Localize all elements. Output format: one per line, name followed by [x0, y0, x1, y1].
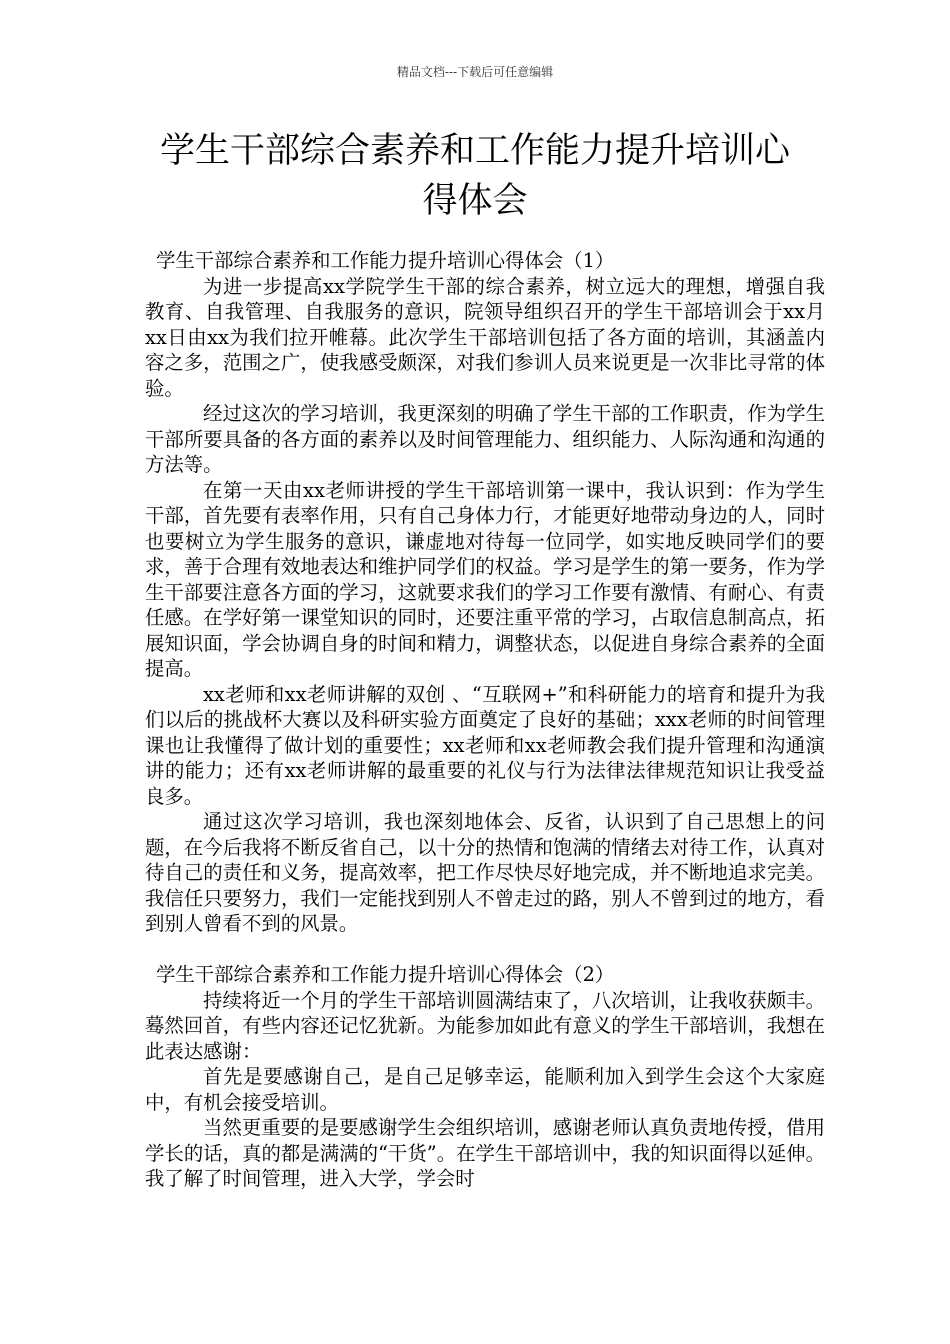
paragraph: 首先是要感谢自己，是自己足够幸运，能顺利加入到学生会这个大家庭中，有机会接受培训。 — [145, 1065, 825, 1114]
document-title — [140, 126, 810, 226]
section-heading-2: 学生干部综合素养和工作能力提升培训心得体会（2） — [156, 963, 615, 986]
header-note: 精品文档---下载后可任意编辑 — [396, 65, 554, 79]
section-heading-1: 学生干部综合素养和工作能力提升培训心得体会（1） — [156, 249, 615, 272]
paragraph: 通过这次学习培训，我也深刻地体会、反省，认识到了自己思想上的问题，在今后我将不断反省自己，以十分的热情和饱满的情绪去对待工作，认真对待自己的责任和义务，提高效率，把工作尽快尽好地完成，并不断地追求完美。我信任只要努力，我们一定能找到别人不曾走过的路，别人不曾到过的地方，看到别人曾看不到的风景。 — [145, 810, 825, 935]
paragraph: 为进一步提高xx学院学生干部的综合素养，树立远大的理想，增强自我教育、自我管理、自我服务的意识，院领导组织召开的学生干部培训会于xx月xx日由xx为我们拉开帷幕。此次学生干部培训包括了各方面的培训，其涵盖内容之多，范围之广，使我感受颇深，对我们参训人员来说更是一次非比寻常的体验。 — [145, 274, 825, 400]
paragraph: 在第一天由xx老师讲授的学生干部培训第一课中，我认识到：作为学生干部，首先要有表率作用，只有自己身体力行，才能更好地带动身边的人，同时也要树立为学生服务的意识，谦虚地对待每一位同学，如实地反映同学们的要求，善于合理有效地表达和维护同学们的权益。学习是学生的第一要务，作为学生干部要注意各方面的学习，这就要求我们的学习工作要有激情、有耐心、有责任感。在学好第一课堂知识的同时，还要注重平常的学习，占取信息制高点，拓展知识面，学会协调自身的时间和精力，调整状态，以促进自身综合素养的全面提高。 — [145, 478, 825, 680]
paragraph: 经过这次的学习培训，我更深刻的明确了学生干部的工作职责，作为学生干部所要具备的各方面的素养以及时间管理能力、组织能力、人际沟通和沟通的方法等。 — [145, 402, 825, 476]
paragraph: 当然更重要的是要感谢学生会组织培训，感谢老师认真负责地传授，借用学长的话，真的都是满满的“干货”。在学生干部培训中，我的知识面得以延伸。我了解了时间管理，进入大学，学会时 — [145, 1116, 825, 1190]
title-line-2: 得体会 — [422, 181, 528, 221]
section-spacer — [145, 937, 825, 963]
title-line-1: 学生干部综合素养和工作能力提升培训心 — [159, 131, 790, 171]
paragraph: 持续将近一个月的学生干部培训圆满结束了，八次培训，让我收获颇丰。蓦然回首，有些内容还记忆犹新。为能参加如此有意义的学生干部培训，我想在此表达感谢： — [145, 988, 825, 1063]
document-body — [145, 248, 825, 1192]
paragraph: xx老师和xx老师讲解的双创 、“互联网+”和科研能力的培育和提升为我们以后的挑战杯大赛以及科研实验方面奠定了良好的基础；xxx老师的时间管理课也让我懂得了做计划的重要性；xx老师和xx老师教会我们提升管理和沟通演讲的能力；还有xx老师讲解的最重要的礼仪与行为法律法律规范知识让我受益良多。 — [145, 682, 825, 808]
